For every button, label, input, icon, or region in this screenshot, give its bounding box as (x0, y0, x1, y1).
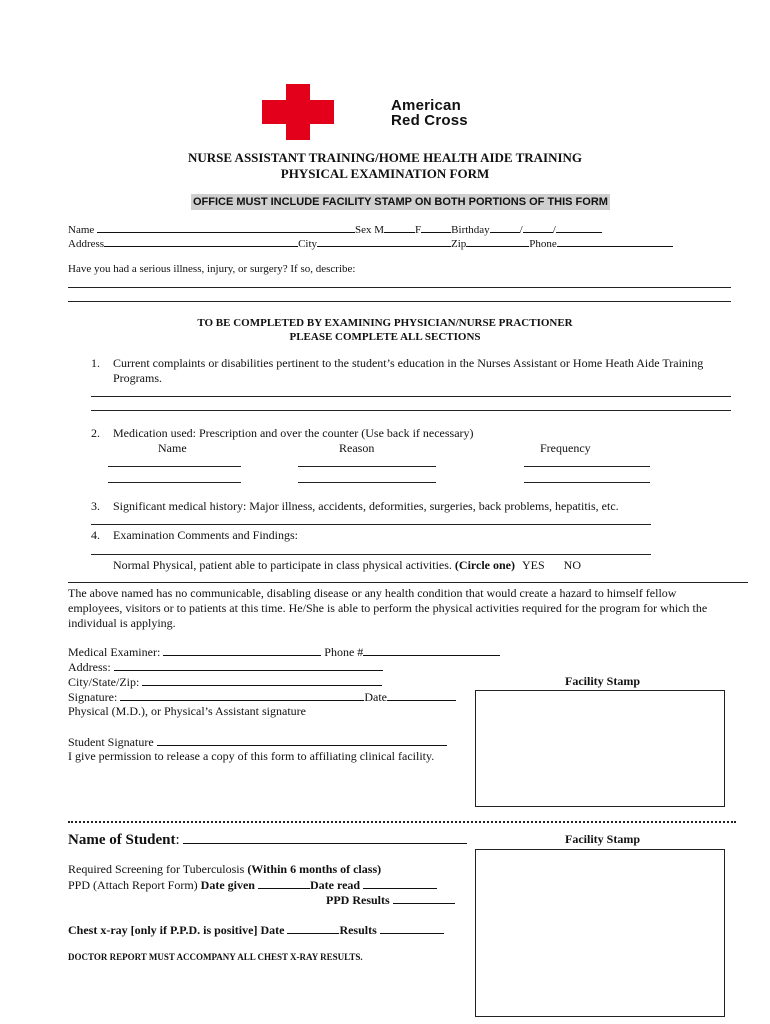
birthday-slash-2: / (552, 224, 556, 236)
date-field[interactable] (387, 689, 456, 701)
name-of-student-colon: : (175, 832, 180, 848)
item-4-text: Examination Comments and Findings: (113, 528, 298, 542)
chest-xray-results-label: Results (339, 923, 377, 937)
permission-text: I give permission to release a copy of this form to affiliating clinical facility. (68, 749, 435, 763)
physician-heading (0, 316, 770, 344)
illness-question: Have you had a serious illness, injury, or surgery? If so, describe: (68, 263, 356, 275)
logo-line-american: American (391, 97, 461, 114)
date-read-field[interactable] (363, 877, 437, 889)
tb-screening-label: Required Screening for Tuberculosis (68, 862, 245, 876)
normal-physical-row (113, 558, 581, 573)
item-3-number: 3. (91, 499, 100, 513)
normal-physical-text: Normal Physical, patient able to participate in class physical activities. (113, 558, 452, 572)
medication-col-frequency: Frequency (540, 441, 591, 455)
item-4-answer-line[interactable] (91, 554, 651, 555)
medication-frequency-line-1[interactable] (524, 466, 650, 467)
chest-xray-label: Chest x-ray [only if P.P.D. is positive] Date (68, 923, 285, 937)
address-row (68, 235, 673, 250)
address-field[interactable] (104, 235, 298, 247)
statement-line-2: employees, visitors or to patients at this time. He/She is able to perform the physical activities required for the program for which the (68, 601, 708, 615)
section-divider (68, 582, 748, 583)
sex-m-field[interactable] (384, 221, 415, 233)
logo-wordmark (391, 98, 468, 128)
chest-xray-row (68, 922, 444, 938)
address-label: Address (68, 238, 105, 250)
illness-line-1[interactable] (68, 287, 731, 288)
item-1-line-2: Programs. (113, 371, 162, 385)
sex-f-label: F (415, 224, 422, 236)
examiner-phone-field[interactable] (363, 644, 500, 656)
sex-m-label: Sex M (355, 224, 385, 236)
no-option[interactable]: NO (563, 558, 582, 572)
item-4-number: 4. (91, 528, 100, 542)
red-cross-logo (262, 84, 334, 140)
item-1-number: 1. (91, 356, 100, 370)
zip-label: Zip (451, 238, 467, 250)
item-3-answer-line[interactable] (91, 524, 651, 525)
date-given-field[interactable] (258, 877, 310, 889)
facility-stamp-label-1: Facility Stamp (565, 674, 640, 688)
sex-f-field[interactable] (421, 221, 451, 233)
item-3-text: Significant medical history: Major illness, accidents, deformities, surgeries, back problems, hepatitis, etc. (113, 499, 619, 513)
medication-frequency-line-2[interactable] (524, 482, 650, 483)
phone-label: Phone (529, 238, 557, 250)
city-state-zip-field[interactable] (142, 674, 382, 686)
name-of-student-field[interactable] (183, 829, 467, 844)
item-1-answer-line-2[interactable] (91, 410, 731, 411)
health-statement (68, 586, 707, 631)
physical-signature-note: Physical (M.D.), or Physical’s Assistant signature (68, 704, 306, 718)
date-read-label: Date read (309, 878, 361, 892)
date-label: Date (364, 690, 387, 704)
medication-col-reason: Reason (339, 441, 375, 455)
statement-line-1: The above named has no communicable, disabling disease or any health condition that would create a hazard to himself fellow (68, 586, 677, 600)
examiner-address-field[interactable] (114, 659, 383, 671)
birthday-slash-1: / (519, 224, 523, 236)
dotted-separator (68, 821, 736, 823)
yes-option[interactable]: YES (522, 558, 545, 572)
title-line-2: PHYSICAL EXAMINATION FORM (280, 166, 490, 181)
examiner-row (68, 644, 500, 660)
examiner-city-row (68, 674, 382, 690)
name-row (68, 221, 602, 236)
doctor-report-note: DOCTOR REPORT MUST ACCOMPANY ALL CHEST X-RAY RESULTS. (68, 952, 363, 962)
zip-field[interactable] (466, 235, 529, 247)
facility-stamp-box-2 (475, 849, 725, 1017)
medication-col-name: Name (158, 441, 187, 455)
medication-name-line-1[interactable] (108, 466, 241, 467)
city-field[interactable] (317, 235, 451, 247)
student-signature-row (68, 734, 447, 750)
ppd-label: PPD (Attach Report Form) (68, 878, 198, 892)
notice-banner: OFFICE MUST INCLUDE FACILITY STAMP ON BOTH PORTIONS OF THIS FORM (193, 196, 608, 208)
tb-screening-row (68, 862, 381, 877)
item-2-number: 2. (91, 426, 100, 440)
chest-xray-date-field[interactable] (287, 922, 339, 934)
birthday-label: Birthday (451, 224, 490, 236)
signature-label: Signature: (68, 690, 118, 704)
facility-stamp-label-2: Facility Stamp (565, 832, 640, 846)
medication-name-line-2[interactable] (108, 482, 241, 483)
phone-hash-label: Phone # (324, 645, 364, 659)
name-of-student-label: Name of Student (68, 832, 176, 848)
name-of-student-row (68, 829, 467, 849)
illness-line-2[interactable] (68, 301, 731, 302)
medication-reason-line-2[interactable] (298, 482, 436, 483)
physician-heading-line-2: PLEASE COMPLETE ALL SECTIONS (289, 331, 481, 343)
student-signature-field[interactable] (157, 734, 447, 746)
examiner-signature-row (68, 689, 456, 705)
medication-reason-line-1[interactable] (298, 466, 436, 467)
city-state-zip-label: City/State/Zip: (68, 675, 140, 689)
examiner-address-label: Address: (68, 660, 111, 674)
within-6-months-label: (Within 6 months of class) (247, 862, 382, 876)
chest-xray-results-field[interactable] (380, 922, 444, 934)
facility-stamp-box-1 (475, 690, 725, 807)
name-field[interactable] (97, 221, 355, 233)
ppd-results-label: PPD Results (326, 893, 390, 907)
circle-one-label: (Circle one) (454, 558, 515, 572)
item-1-line-1: Current complaints or disabilities pertinent to the student’s education in the Nurses Assistant or Home Heath Aide Training (113, 356, 704, 370)
signature-field[interactable] (120, 689, 364, 701)
statement-line-3: individual is applying. (68, 616, 176, 630)
medical-examiner-field[interactable] (163, 644, 321, 656)
ppd-results-field[interactable] (393, 892, 455, 904)
item-1-answer-line-1[interactable] (91, 396, 731, 397)
city-label: City (298, 238, 318, 250)
ppd-row (68, 877, 437, 893)
item-2-text: Medication used: Prescription and over the counter (Use back if necessary) (113, 426, 474, 440)
birthday-month-field[interactable] (490, 221, 520, 233)
medical-examiner-label: Medical Examiner: (68, 645, 161, 659)
item-1-text (113, 356, 703, 386)
ppd-results-row (326, 892, 455, 908)
birthday-year-field[interactable] (556, 221, 602, 233)
name-label: Name (68, 224, 95, 236)
logo-line-red-cross: Red Cross (391, 112, 468, 129)
red-cross-horizontal (262, 100, 334, 124)
date-given-label: Date given (200, 878, 255, 892)
student-signature-label: Student Signature (68, 735, 154, 749)
examiner-address-row (68, 659, 383, 675)
title-line-1: NURSE ASSISTANT TRAINING/HOME HEALTH AIDE TRAINING (187, 150, 583, 165)
physician-heading-line-1: TO BE COMPLETED BY EXAMINING PHYSICIAN/NURSE PRACTIONER (197, 317, 573, 329)
phone-field[interactable] (557, 235, 673, 247)
birthday-day-field[interactable] (523, 221, 553, 233)
form-title (0, 150, 770, 182)
